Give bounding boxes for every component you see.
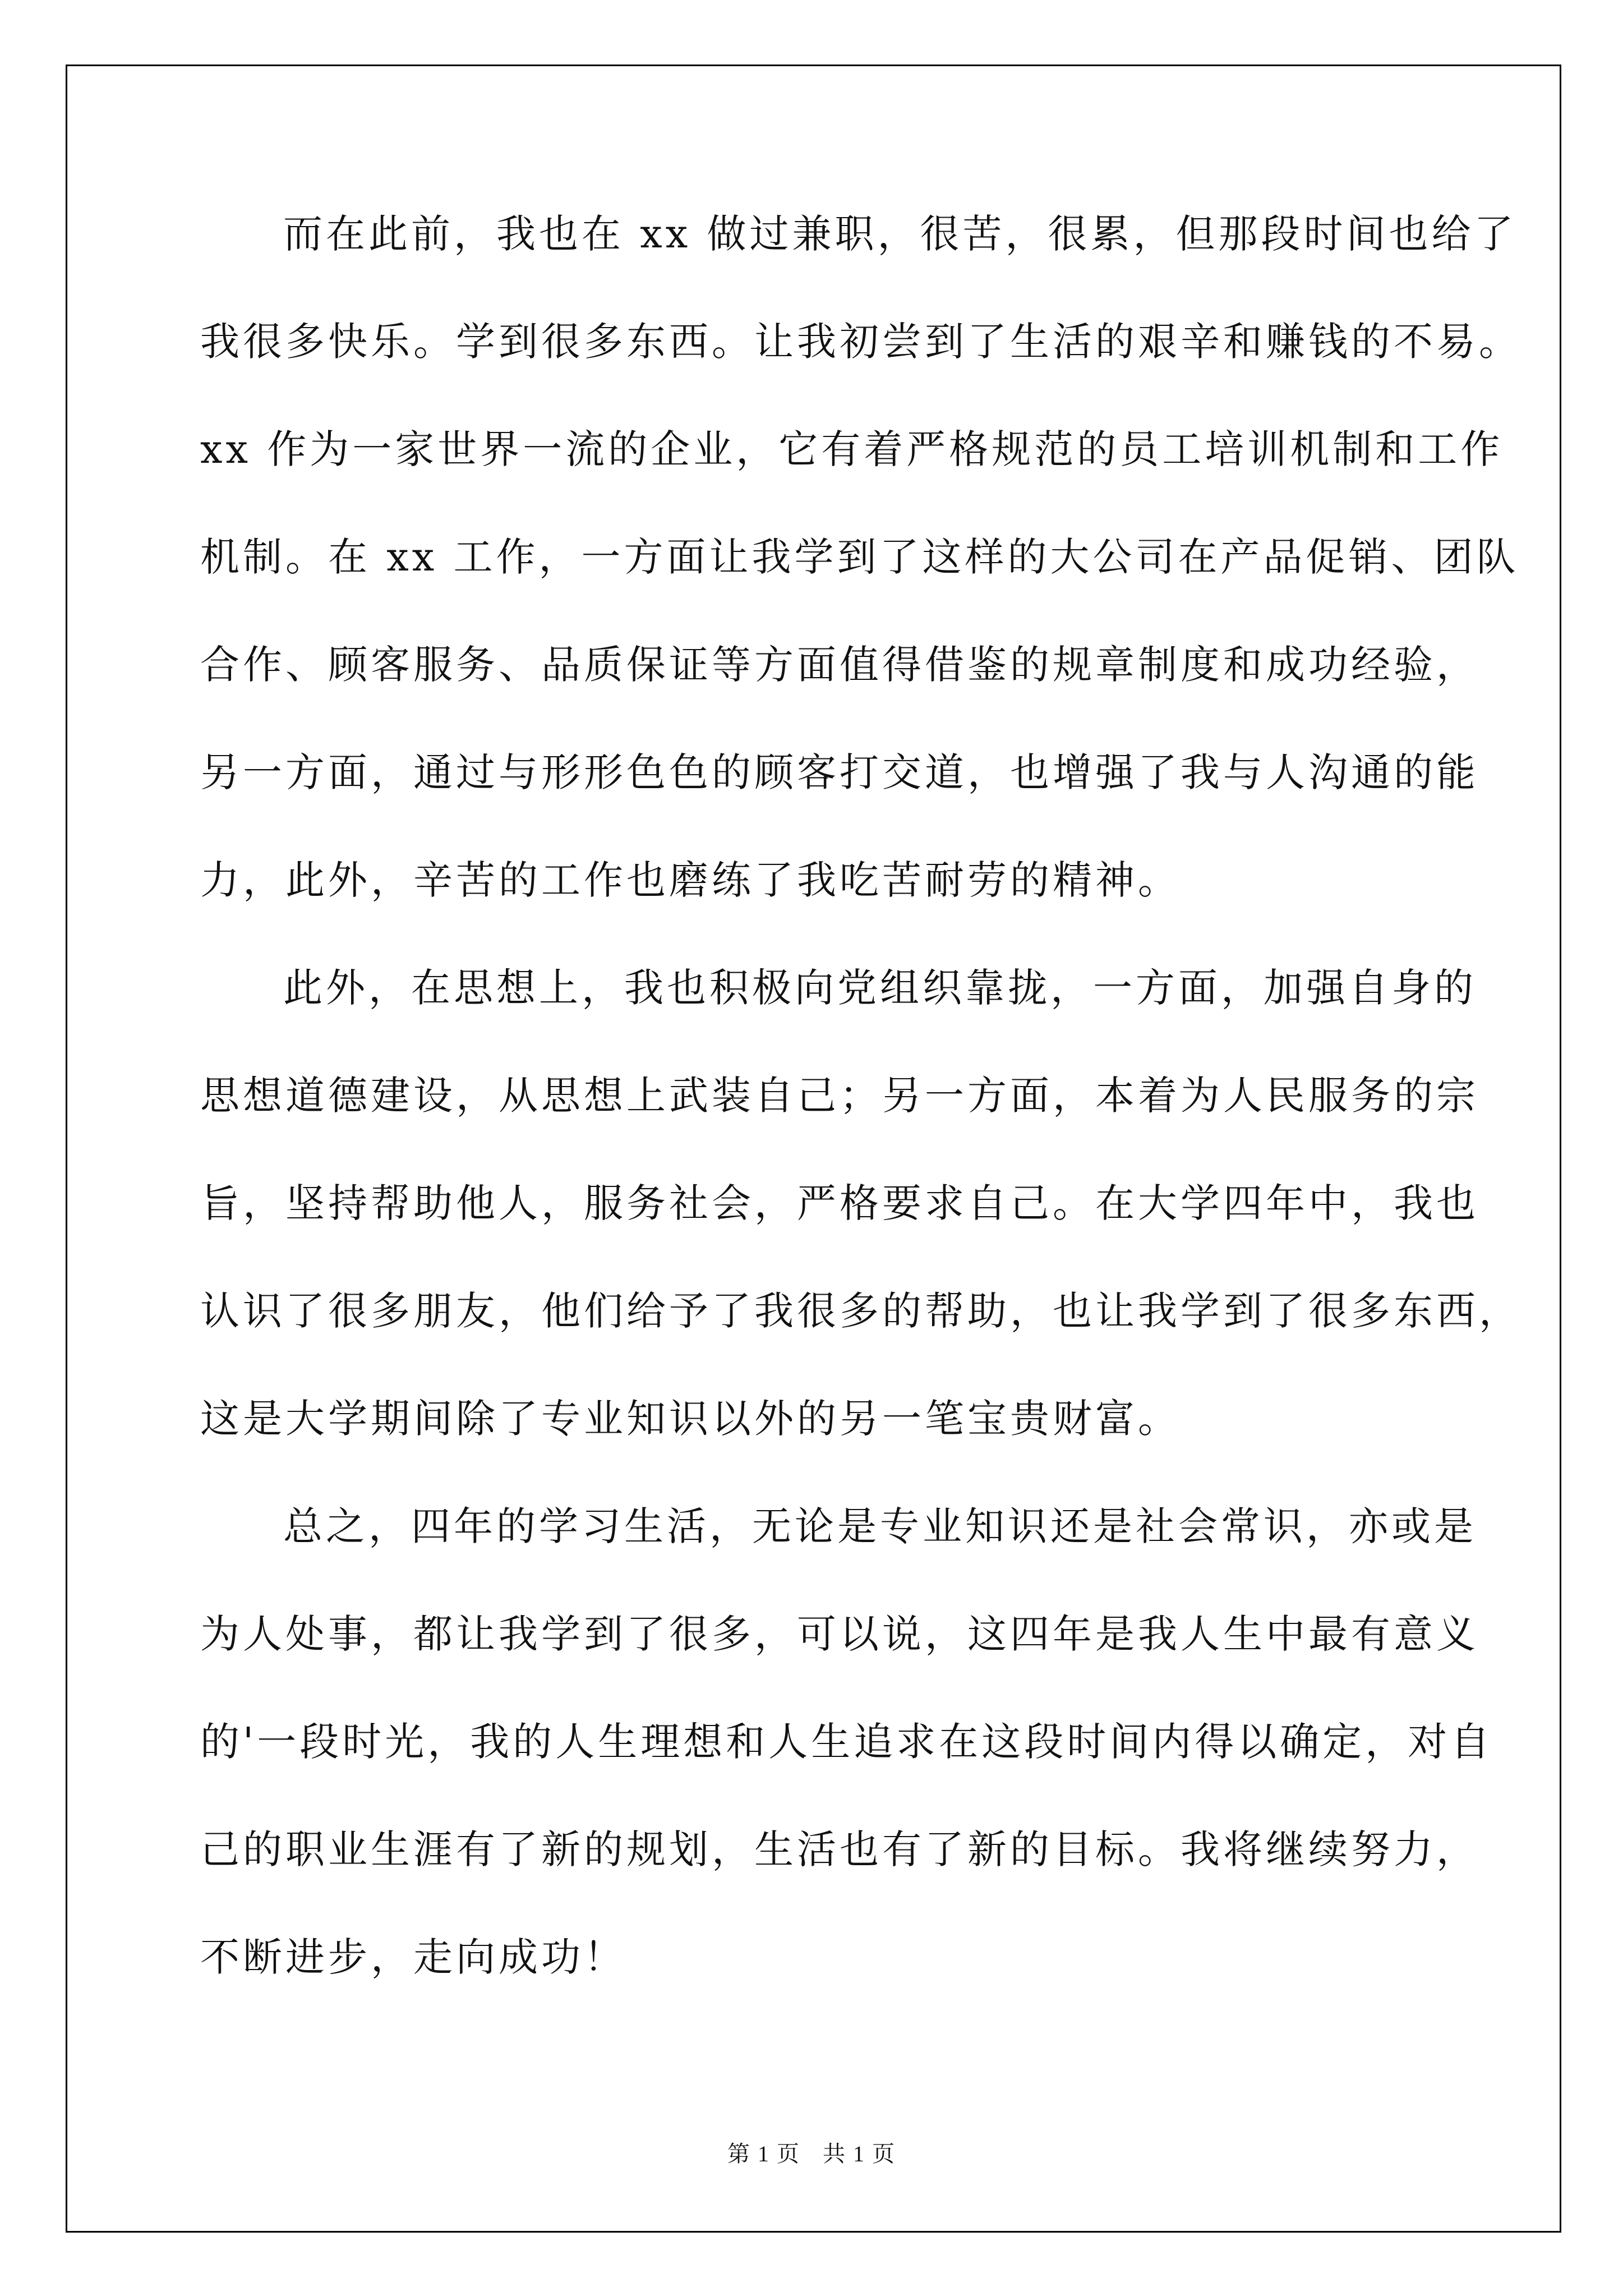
paragraph-2-line-1: 此外，在思想上，我也积极向党组织靠拢，一方面，加强自身的 — [283, 965, 1477, 1011]
paragraph-1-line-6: 另一方面，通过与形形色色的顾客打交道，也增强了我与人沟通的能 — [200, 749, 1479, 795]
paragraph-2-line-2: 思想道德建设，从思想上武装自己；另一方面，本着为人民服务的宗 — [200, 1073, 1479, 1119]
page-footer — [0, 2136, 1623, 2168]
page-number: 第 1 页 — [727, 2141, 800, 2166]
paragraph-1-line-2: 我很多快乐。学到很多东西。让我初尝到了生活的艰辛和赚钱的不易。 — [200, 319, 1521, 365]
paragraph-1-line-1: 而在此前，我也在 xx 做过兼职，很苦，很累，但那段时间也给了 — [283, 211, 1517, 257]
paragraph-3-line-2: 为人处事，都让我学到了很多，可以说，这四年是我人生中最有意义 — [200, 1611, 1479, 1657]
paragraph-2-line-5: 这是大学期间除了专业知识以外的另一笔宝贵财富。 — [200, 1396, 1181, 1442]
paragraph-1-line-4: 机制。在 xx 工作，一方面让我学到了这样的大公司在产品促销、团队 — [200, 534, 1519, 580]
page-total: 共 1 页 — [823, 2141, 896, 2166]
paragraph-2-line-4: 认识了很多朋友，他们给予了我很多的帮助，也让我学到了很多东西， — [200, 1288, 1521, 1334]
paragraph-2-line-3: 旨，坚持帮助他人，服务社会，严格要求自己。在大学四年中，我也 — [200, 1180, 1479, 1226]
document-body — [200, 211, 1521, 2044]
paragraph-3-line-5: 不断进步，走向成功！ — [200, 1934, 626, 1980]
paragraph-1-line-7: 力，此外，辛苦的工作也磨练了我吃苦耐劳的精神。 — [200, 857, 1181, 903]
paragraph-1-line-3: xx 作为一家世界一流的企业，它有着严格规范的员工培训机制和工作 — [200, 426, 1504, 472]
paragraph-3-line-4: 己的职业生涯有了新的规划，生活也有了新的目标。我将继续努力， — [200, 1826, 1479, 1872]
paragraph-1-line-5: 合作、顾客服务、品质保证等方面值得借鉴的规章制度和成功经验， — [200, 642, 1479, 688]
paragraph-3-line-3: 的'一段时光，我的人生理想和人生追求在这段时间内得以确定，对自 — [200, 1719, 1493, 1765]
paragraph-3-line-1: 总之，四年的学习生活，无论是专业知识还是社会常识，亦或是 — [283, 1503, 1477, 1549]
